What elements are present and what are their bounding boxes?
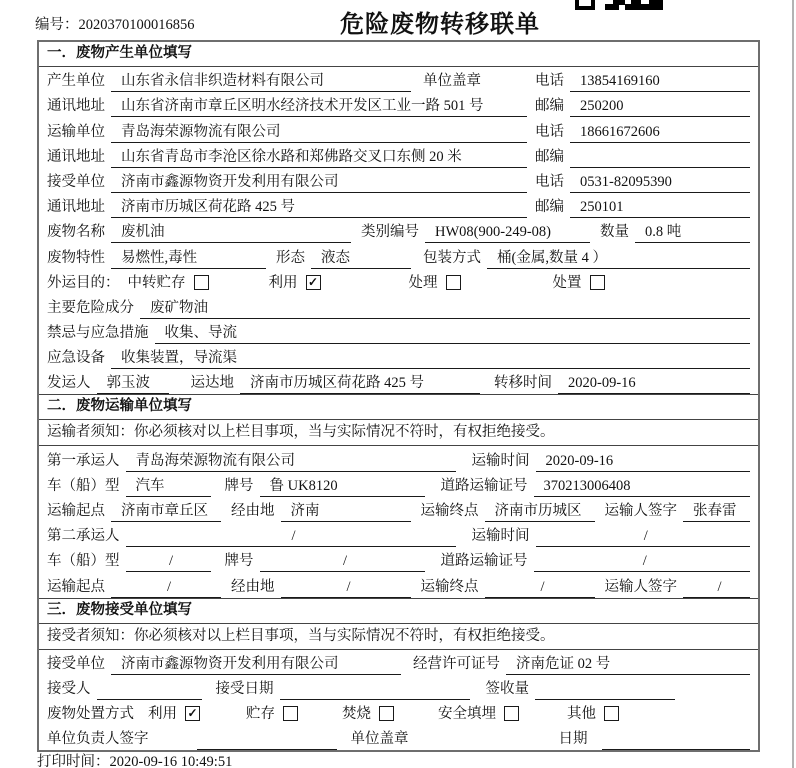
field-value: 济南市鑫源物资开发利用有限公司: [111, 652, 401, 675]
form-field: [47, 549, 211, 572]
field-label: 运输时间: [471, 528, 530, 545]
field-label: 接受日期: [215, 680, 274, 697]
field-value: 济南市历城区荷花路 425 号: [240, 371, 480, 394]
form-field: [421, 575, 595, 598]
form-field: [413, 652, 750, 675]
form-field: [225, 474, 425, 497]
field-value: 张春雷: [683, 499, 750, 522]
field-value: 液态: [311, 246, 411, 269]
field-value: [280, 683, 470, 700]
field-value: 18661672606: [570, 124, 750, 143]
checkbox-safe-landfill[interactable]: [504, 706, 519, 721]
field-label: 运输终点: [420, 578, 479, 595]
field-label: 邮编: [535, 148, 564, 165]
form-field: [47, 499, 221, 522]
form-row: [39, 193, 758, 218]
form-field: [47, 69, 411, 92]
checkbox-transfer-storage[interactable]: [194, 275, 209, 290]
form-field: [47, 120, 527, 143]
form-field: [441, 549, 751, 572]
field-label: 车（船）型: [47, 553, 120, 570]
field-label: 单位负责人签字: [47, 731, 149, 748]
form-field: [197, 733, 337, 750]
field-value: 山东省济南市章丘区明水经济技术开发区工业一路 501 号: [111, 94, 527, 117]
form-field: [535, 94, 750, 117]
form-row: [39, 547, 758, 572]
form-field: [246, 702, 298, 725]
field-label: 邮编: [535, 199, 564, 216]
field-value: 0531-82095390: [570, 174, 750, 193]
field-value: 济南: [281, 499, 411, 522]
field-value: 山东省永信非织造材料有限公司: [111, 69, 411, 92]
form-field: [47, 195, 527, 218]
field-label: 废物特性: [47, 249, 105, 266]
field-value: 青岛海荣源物流有限公司: [126, 449, 456, 472]
transporter-notice: 运输者须知：你必须核对以上栏目事项，当与实际情况不符时，有权拒绝接受。: [39, 420, 758, 446]
field-label: 禁忌与应急措施: [47, 325, 149, 342]
checkbox-utilize[interactable]: ✓: [306, 275, 321, 290]
field-label: 形态: [276, 249, 305, 266]
field-value: 370213006408: [534, 478, 751, 497]
field-label: 通讯地址: [47, 148, 105, 165]
form-row: [39, 117, 758, 142]
field-label: 邮编: [535, 98, 564, 115]
field-label: 贮存: [246, 706, 275, 723]
field-value: /: [683, 579, 750, 598]
field-label: 单位盖章: [350, 731, 409, 748]
field-value: /: [260, 553, 425, 572]
form-field: [128, 271, 209, 294]
form-row: [39, 522, 758, 547]
field-label: 运达地: [190, 375, 234, 392]
field-label: 车（船）型: [47, 477, 120, 494]
field-value: 济南危证 02 号: [506, 652, 750, 675]
field-value: 收集装置，导流渠: [111, 346, 750, 369]
field-value: 废机油: [111, 220, 351, 243]
form-field: [438, 702, 519, 725]
checkbox-other[interactable]: [604, 706, 619, 721]
form-field: [351, 727, 409, 750]
form-row: [39, 446, 758, 471]
form-field: [567, 702, 619, 725]
print-time-value: 2020-09-16 10:49:51: [109, 754, 233, 768]
section-transporter-title: 二．废物运输单位填写: [39, 394, 758, 420]
field-value: 收集、导流: [155, 321, 751, 344]
form-field: [47, 524, 456, 547]
receiver-notice: 接受者须知：你必须核对以上栏目事项，当与实际情况不符时，有权拒绝接受。: [39, 624, 758, 650]
form-field: [47, 271, 120, 294]
form-field: [47, 94, 527, 117]
form-row: [39, 572, 758, 597]
serial-value: 2020370100016856: [78, 17, 195, 33]
form-field: [423, 246, 750, 269]
field-label: 中转贮存: [127, 274, 186, 291]
field-label: 焚烧: [342, 706, 371, 723]
field-label: 运输单位: [47, 123, 105, 140]
field-value: 济南市历城区荷花路 425 号: [111, 195, 527, 218]
section-receiver-title: 三．废物接受单位填写: [39, 598, 758, 624]
checkbox-incinerate[interactable]: [379, 706, 394, 721]
field-value: [570, 151, 750, 168]
form-field: [535, 170, 750, 193]
form-field: [47, 145, 527, 168]
form-field: [47, 702, 134, 725]
field-value: 济南市历城区: [485, 499, 595, 522]
form-field: [47, 321, 750, 344]
field-label: 电话: [535, 73, 564, 90]
field-value: 山东省青岛市李沧区徐水路和郑佛路交叉口东侧 20 米: [111, 145, 527, 168]
form-row: [39, 725, 758, 750]
field-label: 第二承运人: [47, 528, 120, 545]
section-producer: [39, 42, 758, 394]
section-receiver-rows: [39, 650, 758, 751]
form-row: [39, 168, 758, 193]
page-title: 危险废物转移联单: [340, 11, 540, 38]
field-label: 电话: [535, 173, 564, 190]
field-label: 道路运输证号: [440, 477, 528, 494]
field-label: 处置: [552, 274, 582, 291]
field-label: 利用: [148, 706, 177, 723]
form-field: [494, 371, 750, 394]
form-field: [472, 524, 751, 547]
field-label: 应急设备: [47, 350, 105, 367]
field-value: 2020-09-16: [536, 453, 751, 472]
field-value: [97, 683, 202, 700]
checkbox-dispose[interactable]: [590, 275, 605, 290]
field-label: 废物名称: [47, 224, 105, 241]
section-producer-title: 一．废物产生单位填写: [39, 42, 758, 67]
form-row: [39, 92, 758, 117]
form-field: [409, 271, 461, 294]
form-field: [605, 575, 751, 598]
field-label: 利用: [268, 274, 298, 291]
field-value: 250200: [570, 98, 750, 117]
form-field: [47, 246, 266, 269]
form-field: [47, 727, 149, 750]
field-value: 废矿物油: [140, 296, 750, 319]
field-label: 运输起点: [47, 578, 105, 595]
form-field: [225, 549, 425, 572]
form-row: [39, 700, 758, 725]
form-row: [39, 675, 758, 700]
field-label: 运输人签字: [604, 503, 677, 519]
print-time: [37, 750, 232, 768]
form-field: [47, 346, 750, 369]
form-row: [39, 344, 758, 369]
field-label: 处理: [408, 274, 438, 291]
field-label: 运输时间: [471, 452, 530, 469]
field-label: 接受单位: [47, 655, 105, 672]
field-label: 发运人: [47, 375, 91, 392]
field-label: 主要危险成分: [47, 299, 134, 316]
field-label: 数量: [600, 224, 629, 241]
print-time-label: 打印时间：: [37, 754, 110, 768]
form-field: [47, 170, 527, 193]
field-label: 通讯地址: [47, 98, 105, 115]
field-value: 鲁 UK8120: [260, 474, 425, 497]
form-row: [39, 218, 758, 243]
form-field: [47, 652, 401, 675]
field-value: /: [126, 553, 211, 572]
field-label: 其他: [567, 706, 596, 723]
field-label: 产生单位: [47, 73, 105, 90]
field-value: 2020-09-16: [558, 375, 750, 394]
field-label: 接受人: [47, 680, 91, 697]
form-field: [361, 220, 590, 243]
form-field: [600, 220, 750, 243]
field-label: 牌号: [224, 477, 254, 494]
checkbox-store[interactable]: [283, 706, 298, 721]
field-label: 安全填埋: [438, 706, 496, 723]
field-value: /: [485, 579, 595, 598]
form-field: [553, 271, 605, 294]
form-row: [39, 319, 758, 344]
field-value: /: [534, 553, 751, 572]
field-label: 经由地: [231, 503, 275, 519]
field-value: 0.8 吨: [635, 220, 750, 243]
field-value: [535, 683, 675, 700]
field-label: 运输人签字: [604, 578, 677, 595]
form-field: [441, 474, 751, 497]
form-field: [605, 499, 751, 522]
field-label: 通讯地址: [47, 199, 105, 216]
form-field: [535, 145, 750, 168]
form-field: [216, 677, 470, 700]
field-label: 接受单位: [47, 173, 105, 190]
page-edge-line: [792, 0, 794, 768]
section-producer-rows: [39, 67, 758, 394]
form-field: [148, 702, 200, 725]
form-row: [39, 497, 758, 522]
manifest-form: [37, 40, 760, 752]
field-value: HW08(900-249-08): [425, 224, 590, 243]
form-row: [39, 650, 758, 675]
form-field: [535, 69, 750, 92]
form-row: [39, 369, 758, 394]
form-field: [276, 246, 411, 269]
field-label: 日期: [558, 731, 588, 748]
form-field: [421, 499, 595, 522]
form-field: [472, 449, 751, 472]
form-field: [47, 296, 750, 319]
field-value: 13854169160: [570, 73, 750, 92]
field-label: 道路运输证号: [440, 553, 528, 570]
field-label: 类别编号: [361, 224, 419, 241]
field-value: 易燃性,毒性: [111, 246, 266, 269]
form-field: [47, 220, 351, 243]
checkbox-treat[interactable]: [446, 275, 461, 290]
field-label: 单位盖章: [423, 73, 481, 90]
field-label: 牌号: [224, 553, 254, 570]
field-label: 转移时间: [494, 375, 552, 392]
field-label: 运输起点: [47, 503, 105, 519]
field-label: 外运目的：: [47, 274, 120, 291]
form-field: [535, 195, 750, 218]
form-field: [559, 727, 588, 750]
field-label: 废物处置方式: [47, 706, 134, 723]
field-value: [602, 733, 751, 750]
field-label: 第一承运人: [47, 452, 120, 469]
form-field: [535, 120, 750, 143]
section-transporter-rows: [39, 446, 758, 597]
form-field: [191, 371, 481, 394]
checkbox-utilize[interactable]: ✓: [185, 706, 200, 721]
field-label: 签收量: [485, 680, 529, 697]
form-field: [47, 371, 169, 394]
field-label: 经营许可证号: [413, 655, 500, 672]
field-value: [197, 733, 337, 750]
field-label: 电话: [535, 123, 564, 140]
field-value: /: [111, 579, 221, 598]
form-row: [39, 143, 758, 168]
form-field: [231, 499, 411, 522]
field-value: /: [126, 528, 456, 547]
form-row: [39, 472, 758, 497]
form-field: [47, 474, 211, 497]
form-field: [231, 575, 411, 598]
form-field: [47, 677, 202, 700]
form-field: [342, 702, 394, 725]
section-receiver: [39, 598, 758, 751]
form-row: [39, 294, 758, 319]
section-transporter: [39, 394, 758, 597]
form-row: [39, 269, 758, 294]
field-value: 250101: [570, 199, 750, 218]
field-value: /: [536, 528, 751, 547]
form-field: [486, 677, 676, 700]
field-value: /: [281, 579, 411, 598]
field-value: 济南市鑫源物资开发利用有限公司: [111, 170, 527, 193]
field-value: 郭玉波: [97, 371, 169, 394]
form-field: [269, 271, 321, 294]
form-field: [47, 449, 456, 472]
field-value: 济南市章丘区: [111, 499, 221, 522]
form-row: [39, 67, 758, 92]
field-value: 青岛海荣源物流有限公司: [111, 120, 527, 143]
form-field: [423, 69, 481, 92]
form-row: [39, 243, 758, 268]
form-field: [47, 575, 221, 598]
serial-label: 编号：: [35, 17, 79, 33]
field-label: 运输终点: [420, 503, 479, 519]
form-field: [602, 733, 751, 750]
field-label: 包装方式: [423, 249, 481, 266]
field-label: 经由地: [231, 578, 275, 595]
field-value: 桶(金属,数量 4 ）: [487, 246, 750, 269]
field-value: 汽车: [126, 474, 211, 497]
